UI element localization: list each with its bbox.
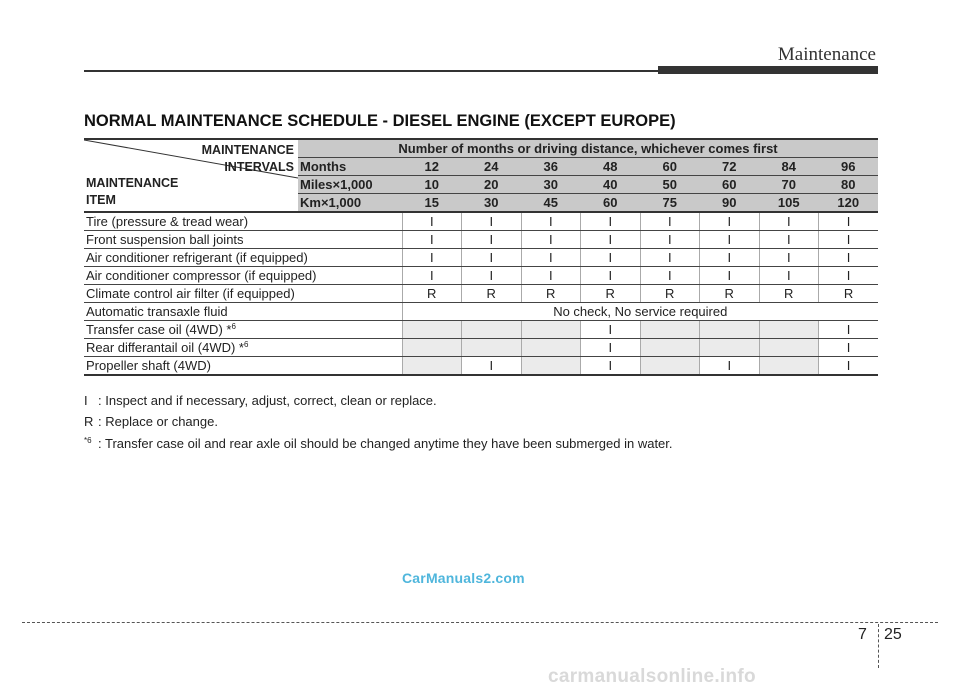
schedule-cell: I: [700, 357, 760, 376]
schedule-cell: R: [819, 285, 879, 303]
interval-value: 75: [640, 194, 700, 213]
maintenance-item-name: [84, 267, 402, 285]
footer-dashed-divider: [878, 624, 879, 668]
schedule-cell: I: [640, 212, 700, 231]
schedule-cell: I: [819, 357, 879, 376]
schedule-cell: I: [581, 357, 641, 376]
interval-value: 20: [462, 176, 522, 194]
header-rule-thin: [84, 70, 664, 72]
page-heading: NORMAL MAINTENANCE SCHEDULE - DIESEL ENGINE (EXCEPT EUROPE): [84, 112, 676, 130]
interval-label: Km×1,000: [298, 194, 402, 213]
schedule-row: [84, 303, 878, 321]
interval-header: Number of months or driving distance, whichever comes first: [298, 139, 878, 158]
maintenance-item-name: [84, 339, 402, 357]
interval-value: 70: [759, 176, 819, 194]
schedule-cell: [759, 357, 819, 376]
item-name-text: Climate control air filter (if equipped): [86, 286, 295, 301]
interval-value: 72: [700, 158, 760, 176]
maintenance-item-name: [84, 231, 402, 249]
schedule-cell: I: [462, 212, 522, 231]
schedule-cell: I: [581, 267, 641, 285]
schedule-cell: I: [640, 249, 700, 267]
corner-bottom-line1: MAINTENANCE: [86, 176, 179, 190]
item-name-text: Air conditioner compressor (if equipped): [86, 268, 317, 283]
schedule-cell: I: [581, 339, 641, 357]
schedule-row: [84, 357, 878, 376]
schedule-cell: I: [462, 249, 522, 267]
schedule-cell: I: [759, 249, 819, 267]
schedule-cell: I: [581, 212, 641, 231]
interval-value: 60: [640, 158, 700, 176]
schedule-cell: I: [462, 231, 522, 249]
item-name-text: Rear differantail oil (4WD) *: [86, 340, 244, 355]
schedule-cell: R: [640, 285, 700, 303]
interval-value: 30: [462, 194, 522, 213]
footnote-marker: 6: [243, 340, 249, 349]
schedule-row: [84, 212, 878, 231]
schedule-cell: R: [521, 285, 581, 303]
interval-value: 96: [819, 158, 879, 176]
schedule-cell: I: [759, 212, 819, 231]
schedule-cell: I: [759, 267, 819, 285]
section-title: Maintenance: [777, 44, 876, 65]
schedule-cell: R: [402, 285, 462, 303]
schedule-cell: I: [700, 267, 760, 285]
schedule-cell: [640, 339, 700, 357]
interval-value: 80: [819, 176, 879, 194]
schedule-cell: R: [581, 285, 641, 303]
schedule-cell: I: [402, 212, 462, 231]
item-name-text: Automatic transaxle fluid: [86, 304, 228, 319]
schedule-cell: I: [819, 231, 879, 249]
schedule-cell: [402, 357, 462, 376]
schedule-cell: [759, 339, 819, 357]
page-number: 25: [884, 626, 902, 643]
legend-text: : Replace or change.: [98, 414, 218, 429]
corner-top-line1: MAINTENANCE: [201, 143, 294, 157]
interval-value: 105: [759, 194, 819, 213]
maintenance-item-name: [84, 357, 402, 376]
schedule-cell: I: [462, 267, 522, 285]
interval-value: 60: [700, 176, 760, 194]
schedule-cell: I: [819, 249, 879, 267]
interval-value: 12: [402, 158, 462, 176]
item-name-text: Transfer case oil (4WD) *: [86, 322, 232, 337]
maintenance-schedule-table: [84, 138, 878, 376]
schedule-note: No check, No service required: [402, 303, 878, 321]
schedule-cell: [521, 339, 581, 357]
interval-value: 48: [581, 158, 641, 176]
corner-top-line2: INTERVALS: [224, 160, 294, 174]
schedule-cell: [402, 339, 462, 357]
interval-value: 36: [521, 158, 581, 176]
schedule-cell: I: [521, 212, 581, 231]
schedule-cell: I: [819, 212, 879, 231]
legend-text: : Transfer case oil and rear axle oil should be changed anytime they have been submerged in water.: [98, 436, 673, 451]
legend-text: : Inspect and if necessary, adjust, correct, clean or replace.: [98, 393, 437, 408]
schedule-cell: [402, 321, 462, 339]
schedule-cell: I: [819, 321, 879, 339]
footer-dashed-line: [22, 622, 938, 623]
schedule-cell: [462, 339, 522, 357]
schedule-cell: I: [640, 231, 700, 249]
footnote-marker: 6: [231, 322, 236, 331]
schedule-cell: [640, 357, 700, 376]
site-watermark: carmanualsonline.info: [548, 666, 756, 687]
schedule-cell: [700, 321, 760, 339]
chapter-number: 7: [858, 626, 867, 643]
schedule-cell: R: [700, 285, 760, 303]
schedule-row: [84, 321, 878, 339]
schedule-cell: [521, 357, 581, 376]
interval-value: 50: [640, 176, 700, 194]
schedule-cell: [521, 321, 581, 339]
interval-value: 90: [700, 194, 760, 213]
header-row-title: [84, 139, 878, 158]
schedule-cell: I: [521, 249, 581, 267]
legend-key: I: [84, 393, 88, 408]
corner-cell: [84, 139, 298, 212]
interval-value: 30: [521, 176, 581, 194]
interval-value: 120: [819, 194, 879, 213]
schedule-cell: I: [640, 267, 700, 285]
interval-value: 24: [462, 158, 522, 176]
schedule-cell: [759, 321, 819, 339]
maintenance-item-name: [84, 303, 402, 321]
corner-intervals-label: [202, 142, 294, 176]
interval-label: Miles×1,000: [298, 176, 402, 194]
item-name-text: Propeller shaft (4WD): [86, 358, 211, 373]
schedule-cell: I: [819, 267, 879, 285]
maintenance-item-name: [84, 212, 402, 231]
legend-key: R: [84, 414, 94, 429]
legend-item-footnote: [84, 436, 673, 451]
schedule-cell: I: [581, 249, 641, 267]
interval-value: 84: [759, 158, 819, 176]
legend-item-inspect: [84, 393, 437, 408]
schedule-cell: [640, 321, 700, 339]
interval-value: 60: [581, 194, 641, 213]
interval-value: 40: [581, 176, 641, 194]
schedule-cell: I: [402, 267, 462, 285]
interval-value: 15: [402, 194, 462, 213]
schedule-cell: [700, 339, 760, 357]
schedule-cell: [462, 321, 522, 339]
maintenance-item-name: [84, 285, 402, 303]
corner-bottom-line2: ITEM: [86, 193, 116, 207]
schedule-row: [84, 231, 878, 249]
schedule-cell: I: [581, 231, 641, 249]
header-rule-thick: [658, 66, 878, 74]
schedule-cell: I: [521, 231, 581, 249]
schedule-cell: I: [402, 249, 462, 267]
schedule-cell: I: [700, 249, 760, 267]
item-name-text: Front suspension ball joints: [86, 232, 244, 247]
schedule-row: [84, 285, 878, 303]
interval-value: 45: [521, 194, 581, 213]
schedule-row: [84, 249, 878, 267]
schedule-cell: R: [462, 285, 522, 303]
schedule-cell: I: [700, 231, 760, 249]
schedule-cell: I: [462, 357, 522, 376]
watermark-link[interactable]: CarManuals2.com: [402, 570, 525, 586]
item-name-text: Tire (pressure & tread wear): [86, 214, 249, 229]
corner-item-label: [86, 175, 178, 209]
schedule-cell: I: [402, 231, 462, 249]
schedule-cell: I: [819, 339, 879, 357]
legend-key: *6: [84, 436, 92, 445]
item-name-text: Air conditioner refrigerant (if equipped): [86, 250, 308, 265]
maintenance-item-name: [84, 321, 402, 339]
schedule-row: [84, 339, 878, 357]
schedule-cell: R: [759, 285, 819, 303]
schedule-row: [84, 267, 878, 285]
schedule-cell: I: [581, 321, 641, 339]
schedule-cell: I: [521, 267, 581, 285]
legend-item-replace: [84, 414, 218, 429]
schedule-cell: I: [700, 212, 760, 231]
interval-label: Months: [298, 158, 402, 176]
schedule-cell: I: [759, 231, 819, 249]
maintenance-item-name: [84, 249, 402, 267]
interval-value: 10: [402, 176, 462, 194]
